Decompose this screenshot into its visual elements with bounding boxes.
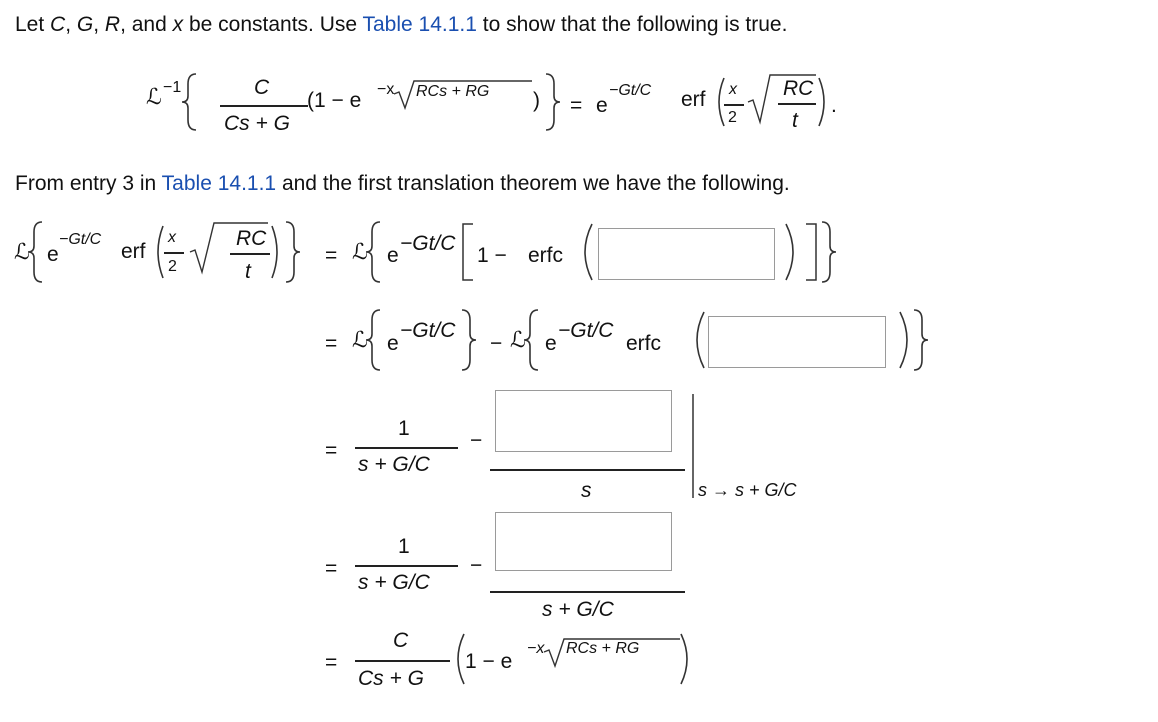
answer-input-1[interactable] xyxy=(598,228,775,280)
answer-input-3[interactable] xyxy=(495,390,672,452)
evaluation-bar xyxy=(692,394,694,498)
table-link-2[interactable]: Table 14.1.1 xyxy=(161,172,277,195)
laplace-symbol: ℒ xyxy=(146,84,162,109)
statement-exp-sign: −x xyxy=(377,81,395,98)
inverse-exponent: −1 xyxy=(163,79,182,96)
statement-denominator: Cs + G xyxy=(224,112,290,135)
statement-equals: = xyxy=(570,94,583,117)
statement-rhs-exponent: −Gt/C xyxy=(609,82,652,99)
answer-input-4[interactable] xyxy=(495,512,672,571)
right-brace xyxy=(542,72,562,132)
var-c: C xyxy=(50,13,66,36)
var-r: R xyxy=(104,13,121,36)
statement-numerator: C xyxy=(254,76,270,99)
statement-big-paren-right xyxy=(817,76,831,128)
var-x: x xyxy=(172,13,184,36)
intro-sentence: Let C, G, R, and x be constants. Use Table 14.1.1 to show that the following is true. xyxy=(15,13,788,36)
statement-fraction-bar xyxy=(220,105,308,107)
statement-paren-open: (1 − e xyxy=(307,89,362,112)
laplace-symbol: ℒ xyxy=(14,239,30,264)
answer-input-2[interactable] xyxy=(708,316,886,368)
step-text: From entry 3 in Table 14.1.1 and the first translation theorem we have the following. xyxy=(15,172,790,195)
table-link[interactable]: Table 14.1.1 xyxy=(362,13,477,36)
var-g: G xyxy=(76,13,94,36)
left-brace xyxy=(180,72,200,132)
statement-big-paren-left xyxy=(712,76,726,128)
statement-radicand: RCs + RG xyxy=(416,83,490,100)
